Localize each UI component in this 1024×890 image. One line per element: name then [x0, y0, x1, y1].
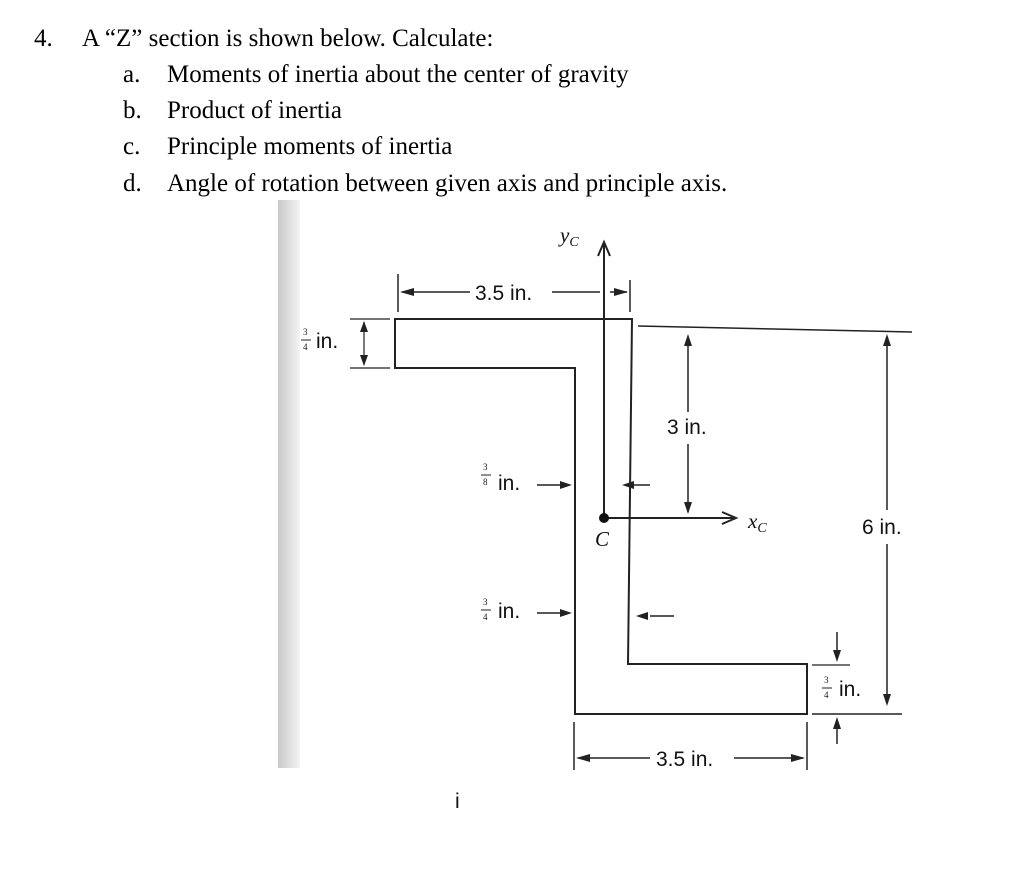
web-thick-lower-label: in.: [498, 600, 521, 623]
web-thick-frac-num: 3: [483, 462, 488, 472]
web-thick-lower-arrow-right: [636, 612, 648, 620]
part-a-letter: a.: [123, 61, 141, 88]
centroid-dot: [599, 513, 609, 523]
top-thick-label: in.: [316, 330, 339, 353]
top-extension-line: [638, 326, 912, 332]
part-b-letter: b.: [123, 97, 142, 124]
x-axis-label: xC: [748, 509, 767, 536]
y-axis-label: yC: [560, 223, 579, 250]
top-thick-frac-den: 4: [303, 342, 308, 352]
web-thick-label: in.: [498, 472, 521, 495]
part-c-text: Principle moments of inertia: [167, 133, 453, 160]
bottom-width-arrow-left: [576, 754, 590, 762]
bottom-thick-arrow-bottom: [833, 717, 841, 729]
total-height-label: 6 in.: [862, 516, 902, 539]
question-number: 4.: [34, 25, 53, 52]
half-height-label: 3 in.: [667, 416, 707, 439]
part-c-letter: c.: [123, 133, 141, 160]
web-thick-lower-frac-num: 3: [483, 597, 488, 607]
bottom-width-label: 3.5 in.: [656, 748, 714, 771]
question-stem: A “Z” section is shown below. Calculate:: [82, 25, 494, 52]
centroid-label: C: [595, 527, 610, 551]
top-width-label: 3.5 in.: [475, 282, 533, 305]
bottom-thick-label: in.: [839, 678, 862, 701]
web-thick-frac-den: 8: [483, 477, 488, 487]
top-thick-arrow-down: [360, 355, 368, 366]
web-thick-arrow-right: [622, 481, 634, 489]
bottom-thick-frac-num: 3: [824, 675, 829, 685]
part-b-text: Product of inertia: [167, 97, 342, 124]
half-height-arrow-top: [684, 334, 692, 346]
part-d-letter: d.: [123, 170, 142, 197]
total-height-arrow-top: [883, 334, 891, 346]
web-thick-lower-arrow-left: [560, 609, 572, 617]
top-width-arrow-right: [614, 288, 628, 296]
bottom-thick-frac-den: 4: [824, 690, 829, 700]
half-height-arrow-bottom: [684, 502, 692, 514]
stray-mark: i: [455, 790, 460, 813]
web-thick-lower-frac-den: 4: [483, 612, 488, 622]
top-width-arrow-left: [400, 288, 414, 296]
bottom-width-arrow-right: [791, 754, 805, 762]
web-thick-arrow-left: [560, 481, 572, 489]
top-thick-frac-num: 3: [303, 327, 308, 337]
z-section-figure: [270, 200, 930, 820]
bottom-thick-arrow-top: [833, 650, 841, 662]
scan-edge-shadow: [278, 200, 300, 768]
top-thick-arrow-up: [360, 321, 368, 332]
total-height-arrow-bottom: [883, 694, 891, 706]
part-d-text: Angle of rotation between given axis and principle axis.: [167, 170, 728, 197]
part-a-text: Moments of inertia about the center of gravity: [167, 61, 629, 88]
